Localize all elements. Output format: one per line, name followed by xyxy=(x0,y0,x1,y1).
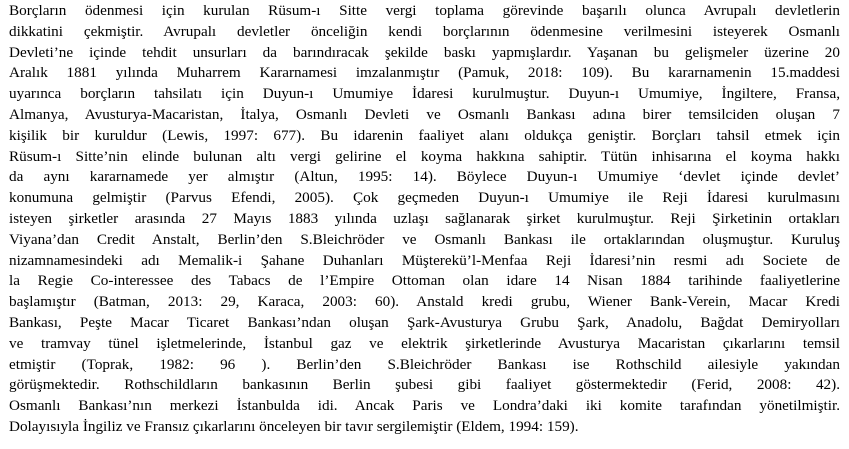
text-line: Bankası, Peşte Macar Ticaret Bankası’ndan oluşan Şark-Avusturya Grubu Şark, Anadolu, Bağdat Demiryolları xyxy=(9,313,840,331)
text-line: nizamnamesindeki adı Memalik-i Şahane Duhanları Müşterekü’l-Menfaa Reji İdaresi’nin resmi adı Societe de xyxy=(9,251,840,269)
text-line: başlamıştır (Batman, 2013: 29, Karaca, 2003: 60). Anstald kredi grubu, Wiener Bank-Verein, Macar Kredi xyxy=(9,293,840,311)
text-line: da aynı kararnamede yer almıştır (Altun, 1995: 14). Böylece Duyun-ı Umumiye ‘devlet içinde devlet’ xyxy=(9,168,840,186)
text-line: konumuna gelmiştir (Parvus Efendi, 2005). Çok geçmeden Duyun-ı Umumiye ile Reji İdaresi kurulmasını xyxy=(9,189,840,207)
text-line: görüşmektedir. Rothschildların bankasının Berlin şubesi gibi faaliyet göstermektedir (Ferid, 2008: 42). xyxy=(9,376,840,394)
text-line: Devleti’ne içinde tehdit unsurları da barındıracak şekilde baskı yapmışlardır. Yaşanan bu gelişmeler üzerine 20 xyxy=(9,43,840,61)
text-line: uyarınca borçların tahsilatı için Duyun-ı Umumiye İdaresi kurulmuştur. Duyun-ı Umumiye, İngiltere, Fransa, xyxy=(9,85,840,103)
text-line: dikkatini çekmiştir. Avrupalı devletler önceliğin kendi borçlarının ödenmesine verilmesini isteyerek Osmanlı xyxy=(9,22,840,40)
text-line: etmiştir (Toprak, 1982: 96 ). Berlin’den S.Bleichröder Bankası ise Rothschild ailesiyle yakından xyxy=(9,355,840,373)
text-line: kişilik bir kuruldur (Lewis, 1997: 677). Bu idarenin faaliyet alanı oldukça geniştir. Borçları tahsil etmek için xyxy=(9,126,840,144)
text-line: Osmanlı Bankası’nın merkezi İstanbulda idi. Ancak Paris ve Londra’daki iki komite tarafından yönetilmiştir. xyxy=(9,397,840,415)
text-line: la Regie Co-interessee des Tabacs de l’Empire Ottoman olan idare 14 Nisan 1884 tarihinde faaliyetlerine xyxy=(9,272,840,290)
text-line: Dolayısıyla İngiliz ve Fransız çıkarlarını önceleyen bir tavır sergilemiştir (Eldem, 1994: 159). xyxy=(9,417,579,435)
text-line: ve tramvay tünel işletmelerinde, İstanbul gaz ve elektrik şirketlerinde Avusturya Macaristan çıkarlarını temsil xyxy=(9,334,840,352)
body-paragraph xyxy=(9,1,840,438)
text-line: Viyana’dan Credit Anstalt, Berlin’den S.Bleichröder ve Osmanlı Bankası ile ortaklarından oluşmuştur. Kuruluş xyxy=(9,230,840,248)
text-line: Rüsum-ı Sitte’nin elinde bulunan altı vergi gelirine el koyma hakkına sahiptir. Tütün inhisarına el koyma hakkı xyxy=(9,147,840,165)
text-line: isteyen şirketler arasında 27 Mayıs 1883 yılında uzlaşı sağlanarak şirket kurulmuştur. Reji Şirketinin ortakları xyxy=(9,209,840,227)
text-line: Almanya, Avusturya-Macaristan, İtalya, Osmanlı Devleti ve Osmanlı Bankası adına birer temsilciden oluşan 7 xyxy=(9,105,840,123)
text-line: Borçların ödenmesi için kurulan Rüsum-ı Sitte vergi toplama görevinde başarılı olunca Avrupalı devletlerin xyxy=(9,2,840,19)
text-line: Aralık 1881 yılında Muharrem Kararnamesi imzalanmıştır (Pamuk, 2018: 109). Bu kararnamenin 15.maddesi xyxy=(9,64,840,82)
